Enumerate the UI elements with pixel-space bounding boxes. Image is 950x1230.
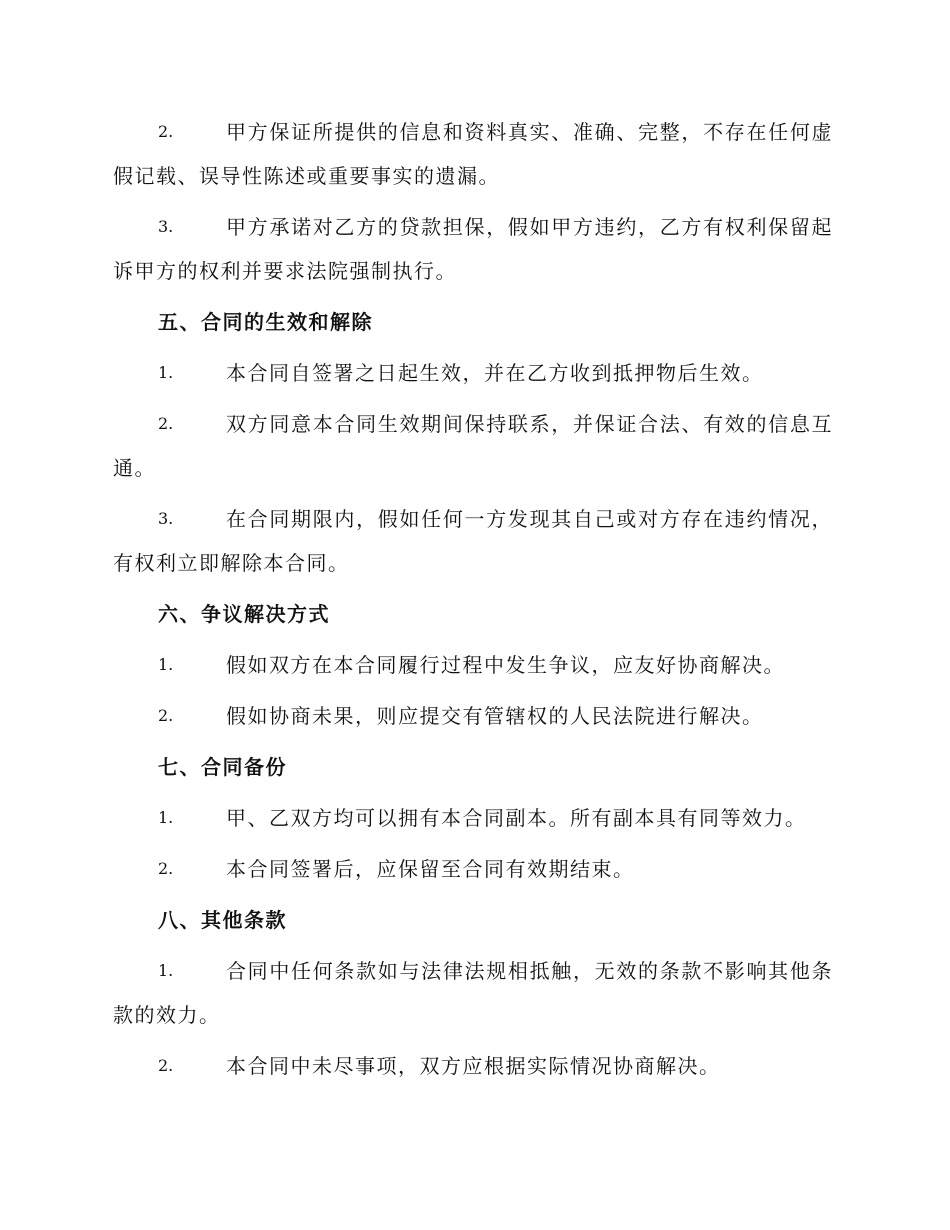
clause-number: 1. xyxy=(158,808,174,827)
clause-text: 本合同自签署之日起生效，并在乙方收到抵押物后生效。 xyxy=(226,361,764,385)
clause-8-2 xyxy=(113,1044,833,1088)
clause-5-2 xyxy=(113,402,833,490)
clause-text: 双方同意本合同生效期间保持联系，并保证合法、有效的信息互通。 xyxy=(113,412,833,480)
clause-number: 2. xyxy=(158,859,174,878)
clause-number: 1. xyxy=(158,961,174,980)
clause-4-2 xyxy=(113,110,833,198)
clause-text: 合同中任何条款如与法律法规相抵触，无效的条款不影响其他条款的效力。 xyxy=(113,959,833,1027)
document-body xyxy=(113,110,833,1095)
clause-7-1 xyxy=(113,796,833,840)
clause-number: 3. xyxy=(158,217,174,236)
section-heading-8: 八、其他条款 xyxy=(158,908,287,932)
clause-5-3 xyxy=(113,497,833,585)
clause-text: 甲方承诺对乙方的贷款担保，假如甲方违约，乙方有权利保留起诉甲方的权利并要求法院强制执行。 xyxy=(113,215,833,283)
clause-4-3 xyxy=(113,205,833,293)
clause-number: 1. xyxy=(158,655,174,674)
clause-number: 3. xyxy=(158,509,174,528)
clause-7-2 xyxy=(113,847,833,891)
clause-number: 2. xyxy=(158,706,174,725)
clause-text: 假如双方在本合同履行过程中发生争议，应友好协商解决。 xyxy=(226,653,785,677)
section-heading-5: 五、合同的生效和解除 xyxy=(158,310,373,334)
clause-6-1 xyxy=(113,643,833,687)
clause-text: 甲方保证所提供的信息和资料真实、准确、完整，不存在任何虚假记载、误导性陈述或重要事实的遗漏。 xyxy=(113,120,833,188)
clause-text: 在合同期限内，假如任何一方发现其自己或对方存在违约情况，有权利立即解除本合同。 xyxy=(113,507,833,575)
clause-text: 本合同签署后，应保留至合同有效期结束。 xyxy=(226,857,635,881)
clause-number: 2. xyxy=(158,414,174,433)
clause-5-1 xyxy=(113,351,833,395)
clause-number: 2. xyxy=(158,122,174,141)
clause-text: 甲、乙双方均可以拥有本合同副本。所有副本具有同等效力。 xyxy=(226,806,807,830)
clause-8-1 xyxy=(113,949,833,1037)
section-heading-7: 七、合同备份 xyxy=(158,755,287,779)
clause-text: 本合同中未尽事项，双方应根据实际情况协商解决。 xyxy=(226,1054,721,1078)
section-heading-6: 六、争议解决方式 xyxy=(158,602,330,626)
clause-number: 2. xyxy=(158,1056,174,1075)
clause-6-2 xyxy=(113,694,833,738)
clause-text: 假如协商未果，则应提交有管辖权的人民法院进行解决。 xyxy=(226,704,764,728)
clause-number: 1. xyxy=(158,363,174,382)
